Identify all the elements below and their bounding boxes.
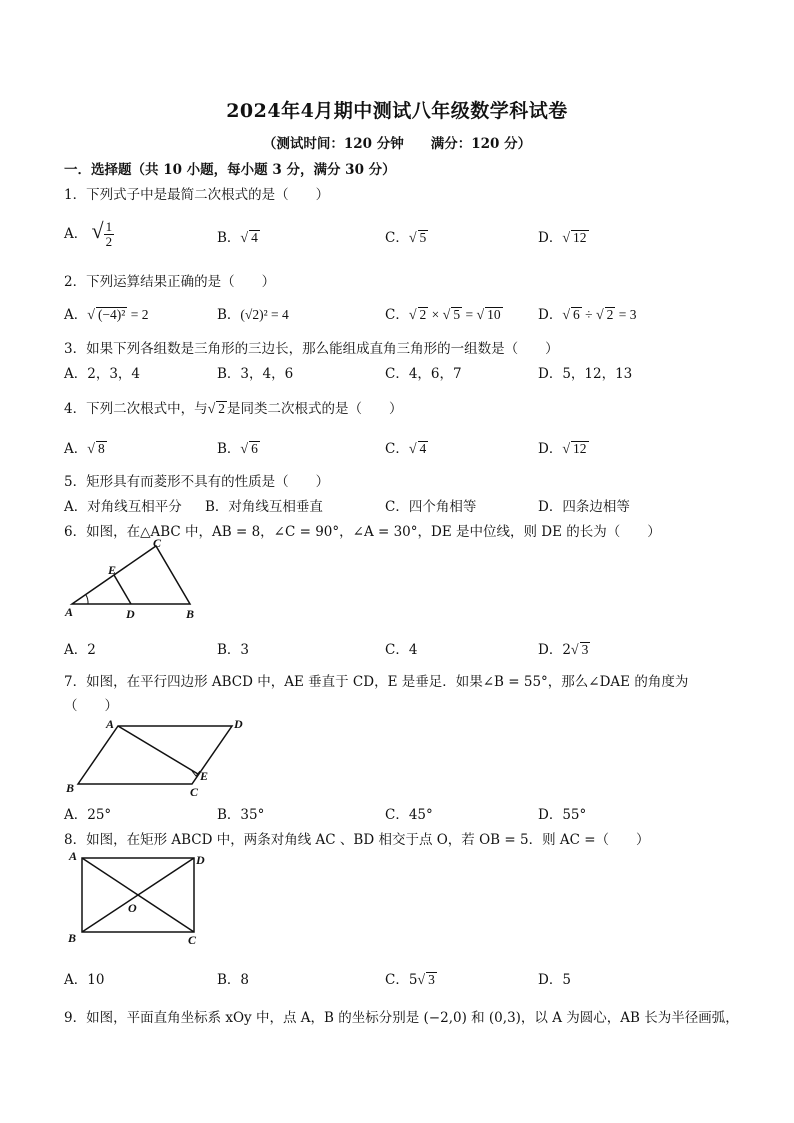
option-letter: B．	[217, 307, 241, 323]
label-b: B	[66, 781, 75, 795]
stem-suffix: 是同类二次根式的是（ ）	[227, 401, 403, 417]
label-d: D	[234, 717, 243, 731]
radicand: 3	[428, 972, 435, 987]
label-a: A	[106, 717, 115, 731]
equation-rhs: = 3	[615, 307, 637, 322]
exam-info: （测试时间：120 分钟 满分：120 分）	[262, 136, 532, 152]
question-3-option-d[interactable]: D．5，12，13	[538, 366, 633, 382]
option-letter: B．	[217, 441, 241, 457]
question-1-option-c[interactable]: C．√ 5	[385, 230, 427, 246]
radicand: 12	[573, 441, 587, 456]
section-title: 一．选择题（共 10 小题，每小题 3 分，满分 30 分）	[64, 162, 396, 178]
question-1-stem: 1．下列式子中是最简二次根式的是（ ）	[64, 187, 330, 203]
option-letter: A．	[64, 441, 88, 457]
option-letter: D．	[538, 441, 563, 457]
equation-rhs: = 2	[127, 307, 149, 322]
question-8-option-b[interactable]: B．8	[217, 972, 250, 988]
numerator: 1	[105, 218, 113, 234]
question-6-option-b[interactable]: B．3	[217, 642, 250, 658]
label-a: A	[69, 849, 78, 863]
option-letter: D．	[538, 230, 563, 246]
option-letter: C．	[385, 307, 409, 323]
question-5-option-d[interactable]: D．四条边相等	[538, 499, 630, 515]
radicand: 4	[251, 230, 258, 245]
question-2-option-d[interactable]: D．√ 6 ÷ √ 2 = 3	[538, 307, 637, 323]
question-5-option-a[interactable]: A．对角线互相平分	[64, 499, 182, 515]
question-6-option-d[interactable]: D．2√ 3	[538, 642, 589, 658]
question-3-option-c[interactable]: C．4，6，7	[385, 366, 462, 382]
triangle-abc	[72, 546, 190, 604]
question-7-stem-cont: （ ）	[64, 698, 118, 714]
question-4-option-a[interactable]: A．√ 8	[64, 441, 105, 457]
option-letter: D．	[538, 307, 563, 323]
label-e: E	[200, 769, 209, 783]
option-letter: A．	[64, 226, 88, 242]
stem-prefix: 4．下列二次根式中，与	[64, 401, 208, 417]
question-7-option-b[interactable]: B．35°	[217, 807, 265, 823]
label-d: D	[196, 853, 205, 867]
radicand: 3	[581, 642, 589, 657]
option-letter: A．	[64, 307, 88, 323]
option-letter: C．5	[385, 972, 418, 988]
parallelogram-abcd	[78, 726, 232, 784]
option-letter: D．2	[538, 642, 571, 658]
radicand: 5	[419, 230, 427, 245]
question-7-option-a[interactable]: A．25°	[64, 807, 112, 823]
fraction	[104, 220, 115, 250]
question-8-option-c[interactable]: C．5√ 3	[385, 972, 435, 988]
expression: (√2)² = 4	[240, 307, 289, 322]
label-e: E	[108, 563, 117, 577]
label-o: O	[128, 901, 137, 915]
question-1-option-b[interactable]: B．√ 4	[217, 230, 258, 246]
question-5-stem: 5．矩形具有而菱形不具有的性质是（ ）	[64, 474, 330, 490]
denominator: 2	[105, 234, 113, 249]
radicand: 2	[419, 307, 427, 322]
angle-a-mark	[86, 595, 88, 604]
radicand: 6	[573, 307, 580, 322]
segment-de	[114, 575, 131, 604]
question-4-option-b[interactable]: B．√ 6	[217, 441, 258, 457]
radicand: (−4)²	[97, 307, 126, 322]
question-7-option-c[interactable]: C．45°	[385, 807, 433, 823]
question-7-option-d[interactable]: D．55°	[538, 807, 587, 823]
question-3-option-b[interactable]: B．3，4，6	[217, 366, 294, 382]
radicand: 12	[573, 230, 587, 245]
question-4-option-c[interactable]: C．√ 4	[385, 441, 427, 457]
question-2-option-a[interactable]: A．√ (−4)² = 2	[64, 307, 149, 323]
radicand: 2	[606, 307, 614, 322]
question-6-option-c[interactable]: C．4	[385, 642, 418, 658]
figure-triangle-abc	[62, 538, 202, 624]
question-3-option-a[interactable]: A．2，3，4	[64, 366, 141, 382]
radicand: 5	[453, 307, 461, 322]
question-4-option-d[interactable]: D．√ 12	[538, 441, 587, 457]
label-d: D	[126, 607, 135, 621]
question-8-option-a[interactable]: A．10	[64, 972, 105, 988]
question-1-option-a[interactable]: A． √ $\frac{1}{2}$	[64, 218, 113, 249]
radicand: 2	[218, 401, 226, 416]
figure-parallelogram-abcd	[62, 716, 248, 800]
page-title: 2024年4月期中测试八年级数学科试卷	[226, 100, 568, 122]
option-letter: B．	[217, 230, 241, 246]
question-8-option-d[interactable]: D．5	[538, 972, 571, 988]
question-6-stem: 6．如图，在△ABC 中，AB = 8，∠C = 90°，∠A = 30°，DE 是中位线，则 DE 的长为（ ）	[64, 524, 661, 540]
label-b: B	[186, 607, 195, 621]
question-6-option-a[interactable]: A．2	[64, 642, 96, 658]
label-c: C	[153, 538, 162, 550]
question-1-option-d[interactable]: D．√ 12	[538, 230, 587, 246]
question-4-stem: 4．下列二次根式中，与√ 2 是同类二次根式的是（ ）	[64, 401, 403, 417]
radicand: 10	[487, 307, 501, 322]
segment-ae	[118, 726, 198, 774]
label-a: A	[65, 605, 74, 619]
question-2-option-b[interactable]	[217, 303, 289, 323]
question-7-stem: 7．如图，在平行四边形 ABCD 中，AE 垂直于 CD，E 是垂足．如果∠B = 55°，那么∠DAE 的角度为	[64, 674, 689, 690]
label-b: B	[68, 931, 77, 945]
option-letter: C．	[385, 441, 409, 457]
label-c: C	[190, 785, 199, 799]
label-c: C	[188, 933, 197, 947]
radicand: 6	[251, 441, 258, 456]
figure-rectangle-abcd	[64, 848, 214, 950]
question-2-option-c[interactable]: C．√ 2 × √ 5 = √ 10	[385, 307, 501, 323]
question-2-stem: 2．下列运算结果正确的是（ ）	[64, 274, 276, 290]
question-5-option-b[interactable]: B．对角线互相垂直	[205, 499, 323, 515]
radicand: 4	[419, 441, 427, 456]
question-9-stem: 9．如图，平面直角坐标系 xOy 中，点 A，B 的坐标分别是 (−2,0) 和 (0,3)，以 A 为圆心，AB 长为半径画弧，	[64, 1010, 739, 1026]
question-3-stem: 3．如果下列各组数是三角形的三边长，那么能组成直角三角形的一组数是（ ）	[64, 341, 559, 357]
option-letter: C．	[385, 230, 409, 246]
question-5-option-c[interactable]: C．四个角相等	[385, 499, 477, 515]
radicand: 8	[97, 441, 105, 456]
question-8-stem: 8．如图，在矩形 ABCD 中，两条对角线 AC 、BD 相交于点 O，若 OB = 5．则 AC =（ ）	[64, 832, 650, 848]
